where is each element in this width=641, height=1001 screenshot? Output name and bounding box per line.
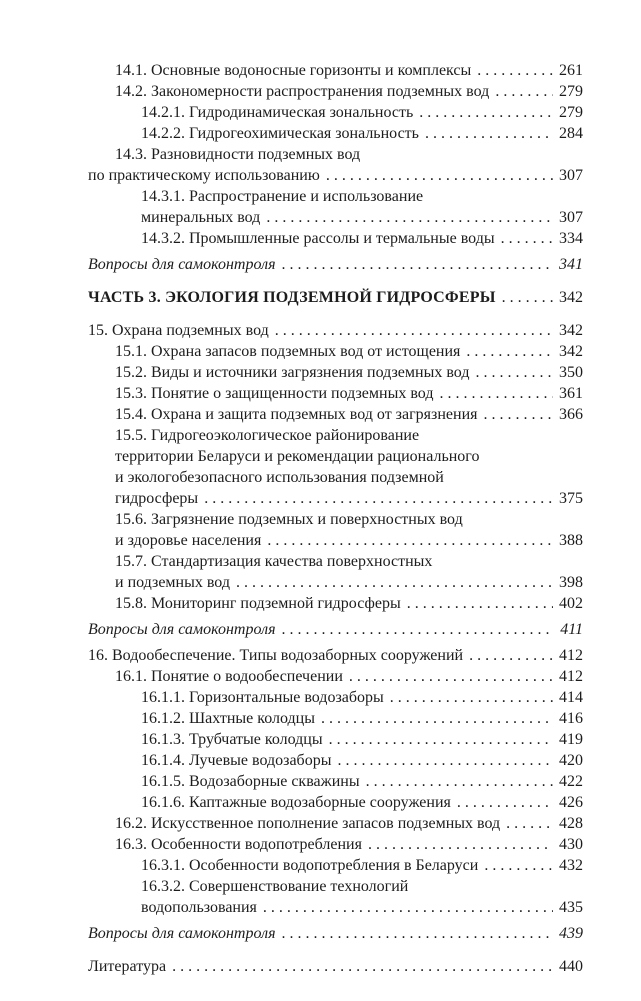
- toc-entry-text: 14.3.1. Распространение и использование: [141, 188, 424, 205]
- dot-leader: [469, 645, 553, 666]
- toc-line: [88, 467, 583, 488]
- toc-entry-text: 16.3. Особенности водопотребления: [115, 836, 362, 853]
- toc-line: [88, 645, 583, 666]
- toc-entry-text: минеральных вод: [141, 209, 261, 226]
- dot-leader: [457, 792, 553, 813]
- toc-entry-text: 15.3. Понятие о защищенности подземных вод: [115, 385, 434, 402]
- toc-line: [88, 207, 583, 228]
- toc-line: [88, 687, 583, 708]
- toc-line: [88, 923, 583, 944]
- dot-leader: [407, 593, 553, 614]
- dot-leader: [475, 362, 553, 383]
- toc-entry-text: 16. Водообеспечение. Типы водозаборных сооружений: [88, 647, 464, 664]
- page-number: 411: [560, 621, 583, 638]
- toc-line: [88, 362, 583, 383]
- dot-leader: [204, 488, 553, 509]
- toc-entry-text: 16.1.5. Водозаборные скважины: [141, 773, 360, 790]
- page-number: 334: [559, 230, 583, 247]
- dot-leader: [236, 572, 553, 593]
- toc-line: [88, 341, 583, 362]
- toc-entry-text: 15.4. Охрана и защита подземных вод от загрязнения: [115, 406, 478, 423]
- dot-leader: [501, 228, 553, 249]
- page-number: 412: [559, 668, 583, 685]
- dot-leader: [495, 81, 553, 102]
- toc-line: [88, 855, 583, 876]
- toc-entry-text: гидросферы: [115, 490, 199, 507]
- toc-entry-text: Вопросы для самоконтроля: [88, 256, 276, 273]
- toc-line: [88, 729, 583, 750]
- dot-leader: [282, 619, 554, 640]
- page-number: 342: [559, 343, 583, 360]
- toc-entry-text: 14.2.1. Гидродинамическая зональность: [141, 104, 414, 121]
- toc-line: [88, 254, 583, 275]
- toc-entry-text: 14.1. Основные водоносные горизонты и комплексы: [115, 62, 472, 79]
- toc-entry-text: 16.1.4. Лучевые водозаборы: [141, 752, 332, 769]
- toc-entry-text: Литература: [88, 958, 167, 975]
- page-number: 432: [559, 857, 583, 874]
- page-number: 261: [559, 62, 583, 79]
- toc-line: [88, 123, 583, 144]
- dot-leader: [326, 165, 553, 186]
- page-number: 350: [559, 364, 583, 381]
- toc-line: [88, 897, 583, 918]
- page-number: 341: [559, 256, 583, 273]
- dot-leader: [337, 750, 553, 771]
- toc-entry-text: 15.1. Охрана запасов подземных вод от истощения: [115, 343, 461, 360]
- toc-line: [88, 593, 583, 614]
- dot-leader: [329, 729, 553, 750]
- toc-line: [88, 144, 583, 165]
- toc-line: [88, 488, 583, 509]
- toc-line: [88, 287, 583, 308]
- toc-entry-text: и подземных вод: [115, 574, 230, 591]
- toc-entry-text: 15.2. Виды и источники загрязнения подземных вод: [115, 364, 470, 381]
- page-number: 366: [559, 406, 583, 423]
- page-number: 420: [559, 752, 583, 769]
- toc-entry-text: и экологобезопасного использования подземной: [115, 469, 444, 486]
- toc-entry-text: 15.6. Загрязнение подземных и поверхностных вод: [115, 511, 463, 528]
- toc-entry-text: 16.1.3. Трубчатые колодцы: [141, 731, 323, 748]
- page-number: 439: [559, 925, 583, 942]
- dot-leader: [484, 404, 554, 425]
- page-number: 416: [559, 710, 583, 727]
- dot-leader: [506, 813, 553, 834]
- dot-leader: [172, 956, 553, 977]
- page-number: 342: [559, 289, 583, 306]
- page-number: 412: [559, 647, 583, 664]
- toc-line: [88, 81, 583, 102]
- page-number: 284: [559, 125, 583, 142]
- toc-line: [88, 551, 583, 572]
- toc-line: [88, 509, 583, 530]
- page-number: 279: [559, 83, 583, 100]
- page-number: 419: [559, 731, 583, 748]
- toc-entry-text: 16.1.1. Горизонтальные водозаборы: [141, 689, 384, 706]
- toc-line: [88, 876, 583, 897]
- toc-entry-text: 16.1.6. Каптажные водозаборные сооружения: [141, 794, 451, 811]
- toc-entry-text: 16.1. Понятие о водообеспечении: [115, 668, 343, 685]
- page-number: 440: [559, 958, 583, 975]
- dot-leader: [321, 708, 553, 729]
- toc-line: [88, 228, 583, 249]
- page-number: 430: [559, 836, 583, 853]
- dot-leader: [267, 530, 553, 551]
- toc-entry-text: 15. Охрана подземных вод: [88, 322, 269, 339]
- dot-leader: [390, 687, 553, 708]
- dot-leader: [366, 771, 553, 792]
- page-number: 435: [559, 899, 583, 916]
- toc-line: [88, 666, 583, 687]
- toc-entry-text: и здоровье населения: [115, 532, 262, 549]
- dot-leader: [477, 60, 553, 81]
- toc-entry-text: водопользования: [141, 899, 257, 916]
- page-number: 375: [559, 490, 583, 507]
- toc-line: [88, 813, 583, 834]
- dot-leader: [484, 855, 553, 876]
- toc-line: [88, 60, 583, 81]
- toc-entry-text: Вопросы для самоконтроля: [88, 621, 276, 638]
- toc-list: [88, 60, 583, 977]
- dot-leader: [266, 207, 553, 228]
- dot-leader: [425, 123, 553, 144]
- toc-line: [88, 383, 583, 404]
- toc-line: [88, 186, 583, 207]
- page-number: 307: [559, 209, 583, 226]
- toc-line: [88, 425, 583, 446]
- dot-leader: [368, 834, 553, 855]
- toc-line: [88, 619, 583, 640]
- page-number: 361: [559, 385, 583, 402]
- toc-line: [88, 750, 583, 771]
- page-number: 279: [559, 104, 583, 121]
- dot-leader: [275, 320, 553, 341]
- toc-line: [88, 404, 583, 425]
- toc-entry-text: 16.3.1. Особенности водопотребления в Беларуси: [141, 857, 479, 874]
- dot-leader: [263, 897, 553, 918]
- toc-line: [88, 956, 583, 977]
- dot-leader: [439, 383, 553, 404]
- dot-leader: [502, 287, 553, 308]
- toc-entry-text: 14.3.2. Промышленные рассолы и термальные воды: [141, 230, 495, 247]
- toc-line: [88, 834, 583, 855]
- toc-line: [88, 708, 583, 729]
- toc-line: [88, 320, 583, 341]
- toc-line: [88, 771, 583, 792]
- dot-leader: [466, 341, 553, 362]
- dot-leader: [282, 254, 554, 275]
- toc-entry-text: 16.2. Искусственное пополнение запасов подземных вод: [115, 815, 501, 832]
- toc-entry-text: 16.1.2. Шахтные колодцы: [141, 710, 315, 727]
- toc-entry-text: 14.2.2. Гидрогеохимическая зональность: [141, 125, 419, 142]
- toc-line: [88, 792, 583, 813]
- toc-entry-text: 15.7. Стандартизация качества поверхностных: [115, 553, 433, 570]
- page-number: 422: [559, 773, 583, 790]
- toc-entry-text: 15.8. Мониторинг подземной гидросферы: [115, 595, 401, 612]
- toc-entry-text: территории Беларуси и рекомендации рационального: [115, 448, 480, 465]
- toc-line: [88, 446, 583, 467]
- page-number: 426: [559, 794, 583, 811]
- toc-line: [88, 165, 583, 186]
- toc-entry-text: 14.2. Закономерности распространения подземных вод: [115, 83, 490, 100]
- toc-entry-text: 16.3.2. Совершенствование технологий: [141, 878, 409, 895]
- page-number: 388: [559, 532, 583, 549]
- dot-leader: [419, 102, 553, 123]
- page-number: 402: [559, 595, 583, 612]
- toc-entry-text: ЧАСТЬ 3. ЭКОЛОГИЯ ПОДЗЕМНОЙ ГИДРОСФЕРЫ: [88, 289, 496, 306]
- page-number: 398: [559, 574, 583, 591]
- toc-line: [88, 530, 583, 551]
- toc-line: [88, 102, 583, 123]
- toc-entry-text: Вопросы для самоконтроля: [88, 925, 276, 942]
- toc-entry-text: по практическому использованию: [88, 167, 320, 184]
- toc-entry-text: 15.5. Гидрогеоэкологическое районирование: [115, 427, 420, 444]
- toc-entry-text: 14.3. Разновидности подземных вод: [115, 146, 361, 163]
- page-number: 428: [559, 815, 583, 832]
- page-number: 307: [559, 167, 583, 184]
- page-number: 342: [559, 322, 583, 339]
- page-number: 414: [559, 689, 583, 706]
- dot-leader: [349, 666, 553, 687]
- dot-leader: [282, 923, 554, 944]
- toc-line: [88, 572, 583, 593]
